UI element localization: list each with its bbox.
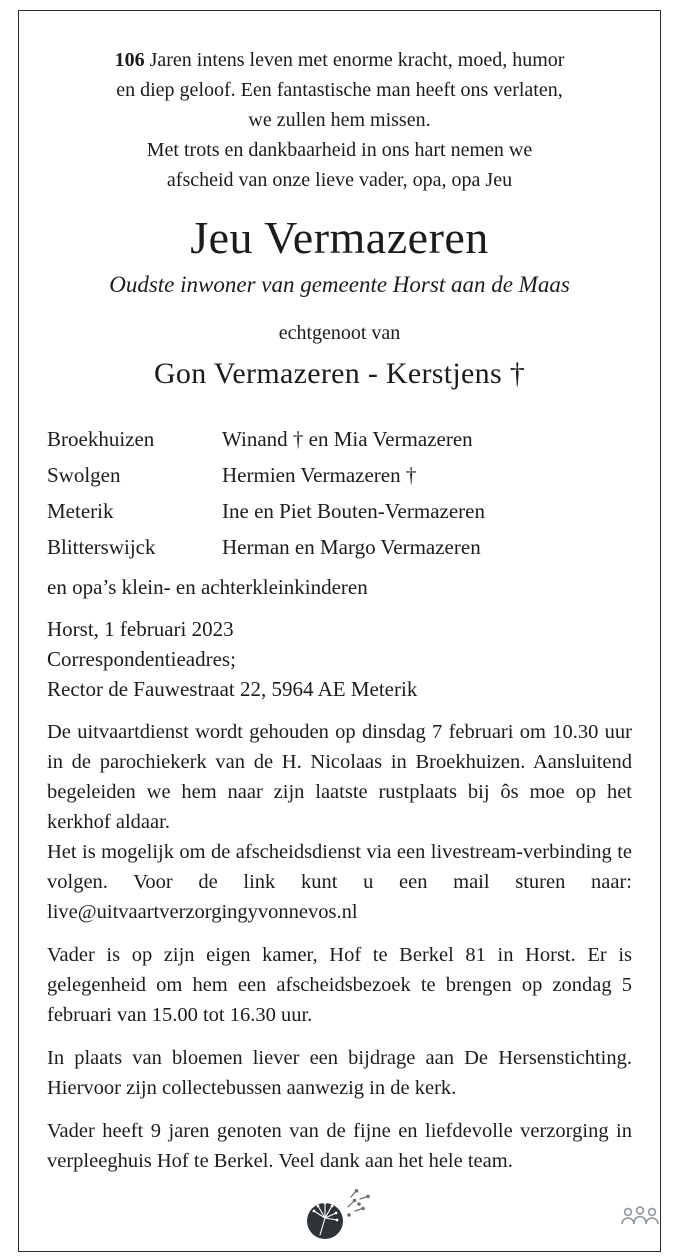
intro-line-3: we zullen hem missen. — [248, 109, 431, 131]
group-of-people-icon — [619, 1205, 661, 1240]
address-street: Rector de Fauwestraat 22, 5964 AE Meterik — [47, 676, 418, 701]
family-names: Ine en Piet Bouten-Vermazeren — [222, 498, 485, 523]
intro-line-5: afscheid van onze lieve vader, opa, opa Jeu — [166, 169, 513, 191]
intro-line-1-text: Jaren intens leven met enorme kracht, moed, humor — [149, 49, 565, 71]
spouse-name: Gon Vermazeren - Kerstjens † — [153, 356, 526, 390]
family-row — [47, 529, 632, 565]
dandelion-icon — [303, 1187, 375, 1250]
intro-line-1 — [47, 45, 632, 75]
family-place: Broekhuizen — [47, 426, 155, 451]
family-place: Swolgen — [47, 462, 121, 487]
correspondence-address — [47, 614, 632, 704]
deceased-name: Jeu Vermazeren — [190, 212, 489, 263]
address-label: Correspondentieadres; — [47, 646, 236, 671]
paragraph-visit: Vader is op zijn eigen kamer, Hof te Berkel 81 in Horst. Er is gelegenheid om hem een afscheidsbezoek te brengen op zondag 5 februari van 15.00 tot 16.30 uur. — [47, 943, 632, 1026]
family-list — [47, 421, 632, 565]
paragraph-livestream: Het is mogelijk om de afscheidsdienst via een livestream-verbinding te volgen. Voor de link kunt u een mail sturen naar: live@uitvaartverzorgingyvonnevos.nl — [47, 840, 632, 923]
family-row — [47, 457, 632, 493]
spouse-intro: echtgenoot van — [278, 321, 401, 344]
family-row — [47, 493, 632, 529]
address-city-date: Horst, 1 februari 2023 — [47, 616, 234, 641]
deceased-subtitle: Oudste inwoner van gemeente Horst aan de Maas — [109, 271, 570, 297]
family-place: Meterik — [47, 498, 114, 523]
family-names: Hermien Vermazeren † — [222, 462, 417, 487]
family-names: Winand † en Mia Vermazeren — [222, 426, 473, 451]
paragraph-funeral: De uitvaartdienst wordt gehouden op dinsdag 7 februari om 10.30 uur in de parochiekerk van de H. Nicolaas in Broekhuizen. Aansluitend begeleiden we hem naar zijn laatste rustplaats bij ôs moe op het kerkhof aldaar. — [47, 720, 632, 833]
age-number: 106 — [114, 49, 145, 71]
intro-text — [47, 45, 632, 195]
paragraph-thanks: Vader heeft 9 jaren genoten van de fijne en liefdevolle verzorging in verpleeghuis Hof te Berkel. Veel dank aan het hele team. — [47, 1119, 632, 1172]
grandchildren-line: en opa’s klein- en achterkleinkinderen — [47, 574, 368, 599]
obituary-frame — [18, 10, 661, 1252]
intro-line-4: Met trots en dankbaarheid in ons hart nemen we — [146, 139, 533, 161]
family-names: Herman en Margo Vermazeren — [222, 534, 481, 559]
family-row — [47, 421, 632, 457]
intro-line-2: en diep geloof. Een fantastische man heeft ons verlaten, — [116, 79, 563, 101]
family-place: Blitterswijck — [47, 534, 156, 559]
paragraph-flowers: In plaats van bloemen liever een bijdrage aan De Hersenstichting. Hiervoor zijn collectebussen aanwezig in de kerk. — [47, 1046, 632, 1099]
